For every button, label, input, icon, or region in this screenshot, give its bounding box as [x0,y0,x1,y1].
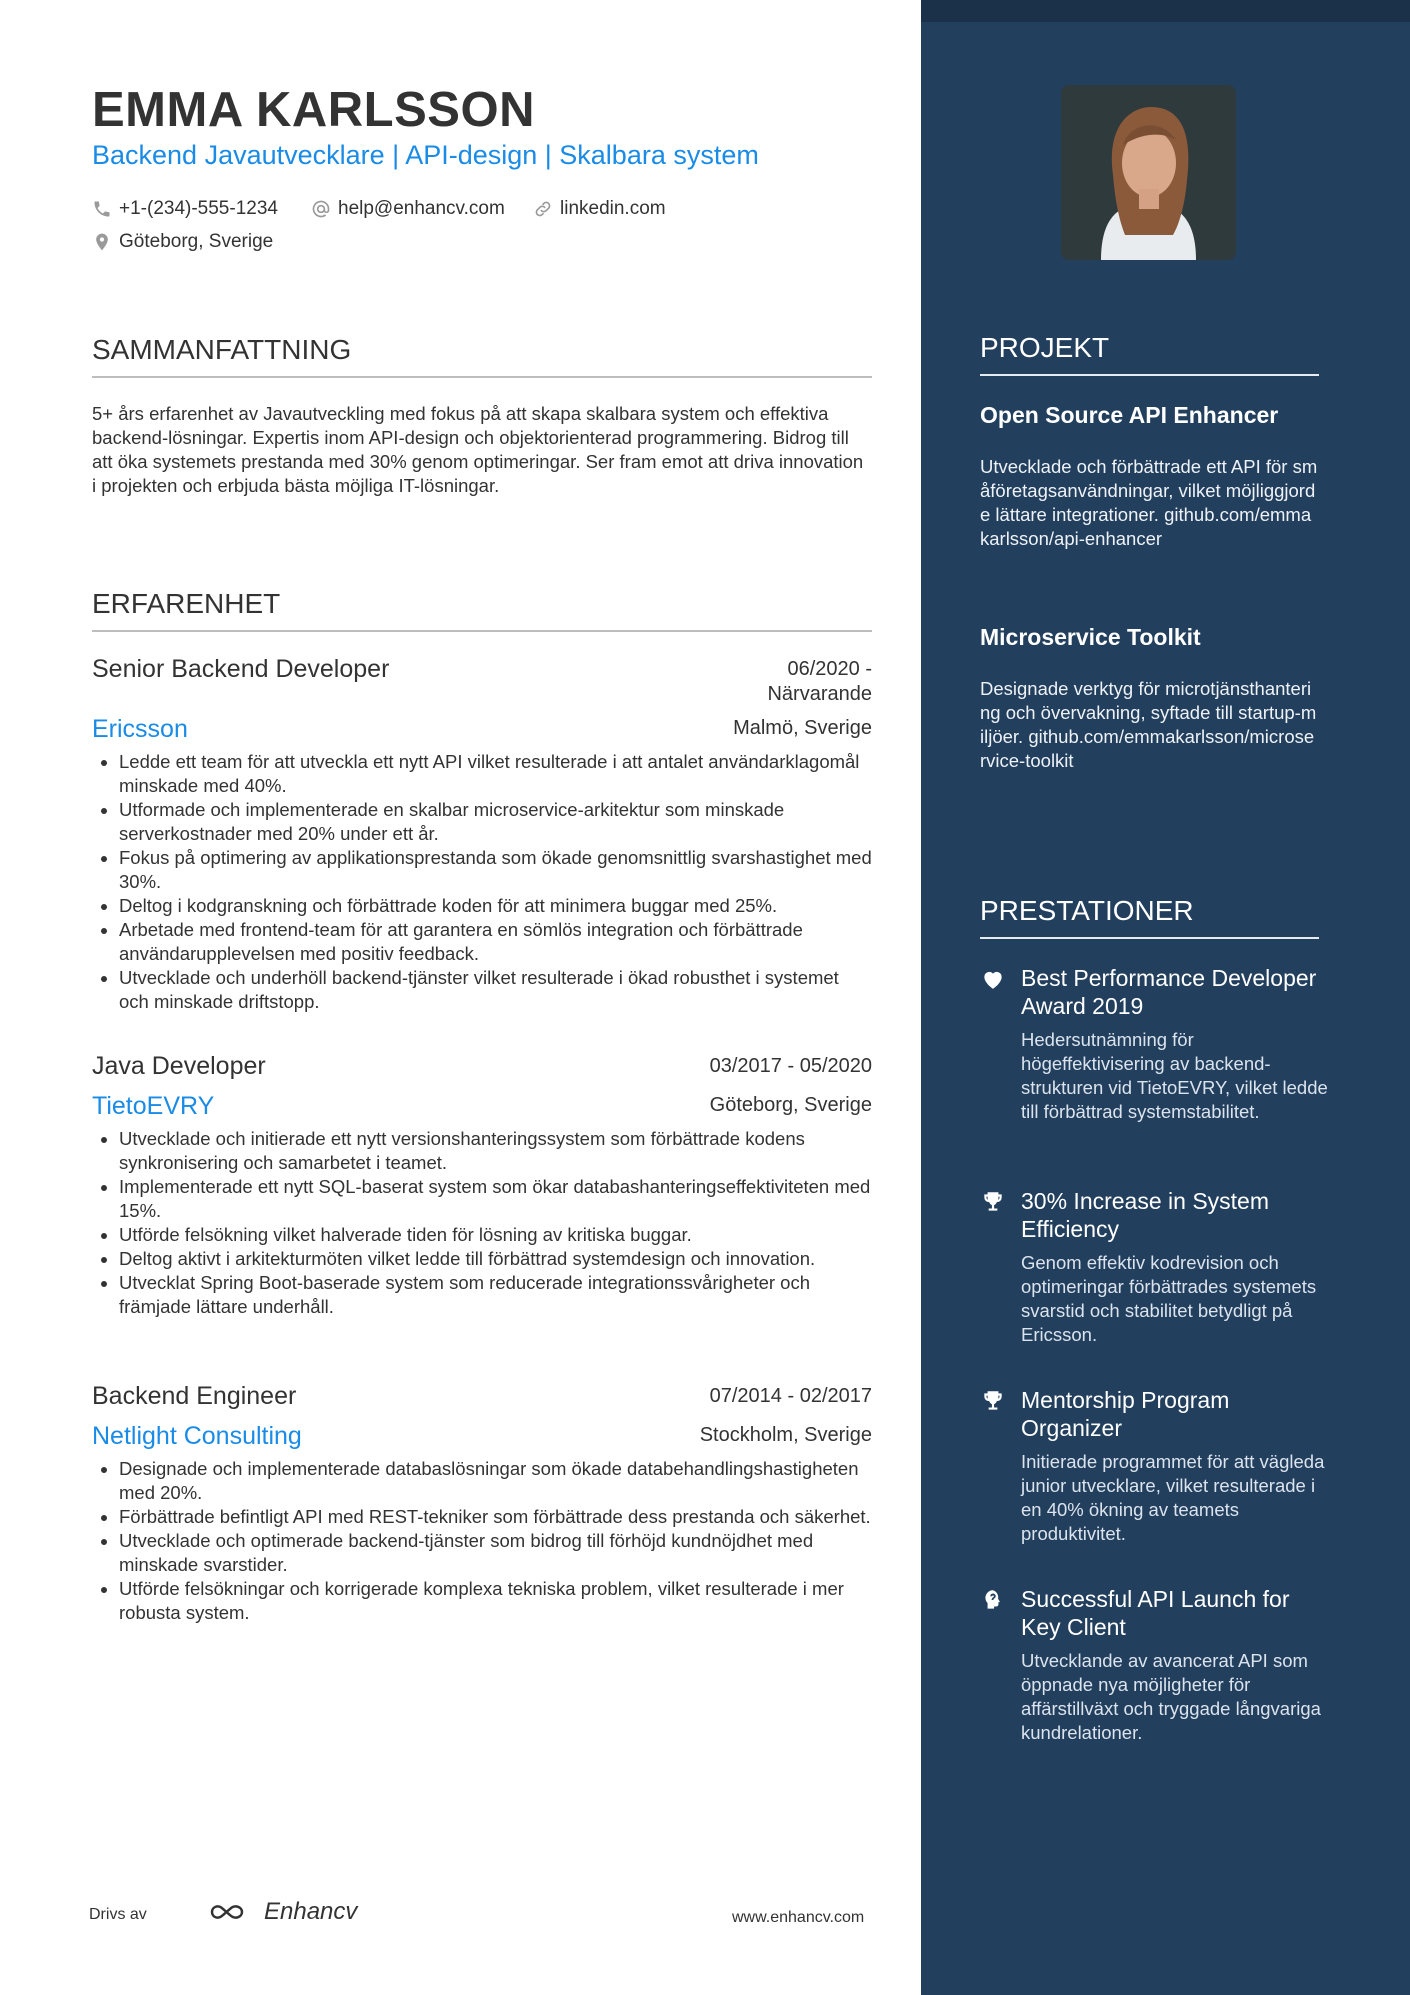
profile-photo-icon [1061,85,1236,260]
job-date: 03/2017 - 05/2020 [709,1055,872,1077]
bullet-item: • Designade och implementerade databaslösningar som ökade databehandlingshastigheten med 20%. [119,1457,872,1505]
job-bullets [92,1457,872,1625]
footer-url[interactable]: www.enhancv.com [732,1909,865,1926]
bullet-item: • Utförde felsökning vilket halverade tiden för lösning av kritiska buggar. [119,1223,872,1247]
phone-text: +1-(234)-555-1234 [119,198,278,219]
bullet-item: • Deltog i kodgranskning och förbättrade koden för att minimera buggar med 25%. [119,894,872,918]
brain-icon [980,1587,1006,1613]
achievement-title: Mentorship Program Organizer [1021,1387,1230,1441]
job-location: Göteborg, Sverige [709,1094,872,1116]
job-bullets [92,750,872,1014]
contact-linkedin[interactable] [533,198,666,220]
bullet-item: • Deltog aktivt i arkitekturmöten vilket ledde till förbättrad systemdesign och innovation. [119,1247,872,1271]
achievement-description: Genom effektiv kodrevision och optimeringar förbättrades systemets svarstid och stabilitet betydligt på Ericsson. [1021,1252,1317,1345]
avatar [1061,85,1236,260]
bullet-item: • Utformade och implementerade en skalbar microservice-arkitektur som minskade serverkostnader med 20% under ett år. [119,798,872,846]
bullet-item: • Utvecklade och initierade ett nytt versionshanteringssystem som förbättrade kodens synkronisering och samarbetet i teamet. [119,1127,872,1175]
achievement-title: Successful API Launch for Key Client [1021,1586,1290,1640]
job-date: 06/2020 - Närvarande [767,658,872,705]
job-company[interactable]: TietoEVRY [92,1092,215,1120]
contact-email[interactable] [311,198,505,220]
achievement-description: Initierade programmet för att vägleda junior utvecklare, vilket resulterade i en 40% ökning av teamets produktivitet. [1021,1451,1325,1544]
job-bullets [92,1127,872,1319]
project-title: Open Source API Enhancer [980,402,1279,428]
project-title: Microservice Toolkit [980,624,1201,650]
sidebar [921,0,1410,1995]
job-location: Malmö, Sverige [733,717,872,739]
email-text: help@enhancv.com [338,198,505,219]
bullet-item: • Utvecklade och underhöll backend-tjänster vilket resulterade i ökad robusthet i systemet och minskade driftstopp. [119,966,872,1014]
location-text: Göteborg, Sverige [119,231,274,252]
headline: Backend Javautvecklare | API-design | Skalbara system [92,140,759,170]
achievement-title: 30% Increase in System Efficiency [1021,1188,1270,1242]
job-company[interactable]: Netlight Consulting [92,1422,302,1450]
projects-heading: PROJEKT [980,332,1319,376]
experience-heading: ERFARENHET [92,588,872,632]
bullet-item: • Utvecklade och optimerade backend-tjänster som bidrog till förhöjd kundnöjdhet med minskade svarstider. [119,1529,872,1577]
achievement-description: Utvecklande av avancerat API som öppnade nya möjligheter för affärstillväxt och tryggade långvariga kundrelationer. [1021,1650,1321,1743]
job-title: Java Developer [92,1052,266,1080]
project-description: Utvecklade och förbättrade ett API för småföretagsanvändningar, vilket möjliggjorde lättare integrationer. github.com/emmakarlsson/api-enhancer [980,456,1318,549]
contact-phone[interactable] [92,198,278,220]
job-title: Senior Backend Developer [92,655,390,683]
link-icon [533,199,553,219]
candidate-name: EMMA KARLSSON [92,83,535,137]
trophy-icon [980,1388,1006,1414]
job-company[interactable]: Ericsson [92,715,188,743]
bullet-item: • Fokus på optimering av applikationsprestanda som ökade genomsnittlig svarshastighet med 30%. [119,846,872,894]
infinity-logo-icon [206,1899,254,1925]
trophy-icon [980,1189,1006,1215]
contact-location [92,231,273,253]
linkedin-text: linkedin.com [560,198,666,219]
bullet-item: • Utförde felsökningar och korrigerade komplexa tekniska problem, vilket resulterade i mer robusta system. [119,1577,872,1625]
sidebar-top-band [921,0,1410,22]
location-pin-icon [92,232,112,252]
achievement-title: Best Performance Developer Award 2019 [1021,965,1317,1019]
enhancv-logo[interactable] [206,1898,357,1926]
job-date: 07/2014 - 02/2017 [709,1385,872,1407]
bullet-item: • Ledde ett team för att utveckla ett nytt API vilket resulterade i att antalet användarklagomål minskade med 40%. [119,750,872,798]
at-icon [311,199,331,219]
phone-icon [92,199,112,219]
job-location: Stockholm, Sverige [699,1424,872,1446]
summary-text: 5+ års erfarenhet av Javautveckling med fokus på att skapa skalbara system och effektiva backend-lösningar. Expertis inom API-design och objektorienterad programmering. Bidrog till att öka systemets prestanda med 30% genom optimeringar. Ser fram emot att driva innovation i projekten och erbjuda bästa möjliga IT-lösningar. [92,403,864,496]
project-description: Designade verktyg för microtjänsthantering och övervakning, syftade till startup-miljöer. github.com/emmakarlsson/microservice-toolkit [980,678,1317,771]
bullet-item: • Förbättrade befintligt API med REST-tekniker som förbättrade dess prestanda och säkerhet. [119,1505,872,1529]
bullet-item: • Implementerade ett nytt SQL-baserat system som ökar databashanteringseffektiviteten med 15%. [119,1175,872,1223]
brand-name: Enhancv [264,1898,358,1925]
powered-by-label: Drivs av [89,1906,147,1923]
bullet-item: • Utvecklat Spring Boot-baserade system som reducerade integrationssvårigheter och främjade lättare underhåll. [119,1271,872,1319]
summary-heading: SAMMANFATTNING [92,334,872,378]
job-title: Backend Engineer [92,1382,297,1410]
achievements-heading: PRESTATIONER [980,895,1319,939]
achievement-description: Hedersutnämning för högeffektivisering av backend-strukturen vid TietoEVRY, vilket ledde till förbättrad systemstabilitet. [1021,1029,1328,1122]
bullet-item: • Arbetade med frontend-team för att garantera en sömlös integration och förbättrade användarupplevelsen med positiv feedback. [119,918,872,966]
heart-icon [980,966,1006,992]
